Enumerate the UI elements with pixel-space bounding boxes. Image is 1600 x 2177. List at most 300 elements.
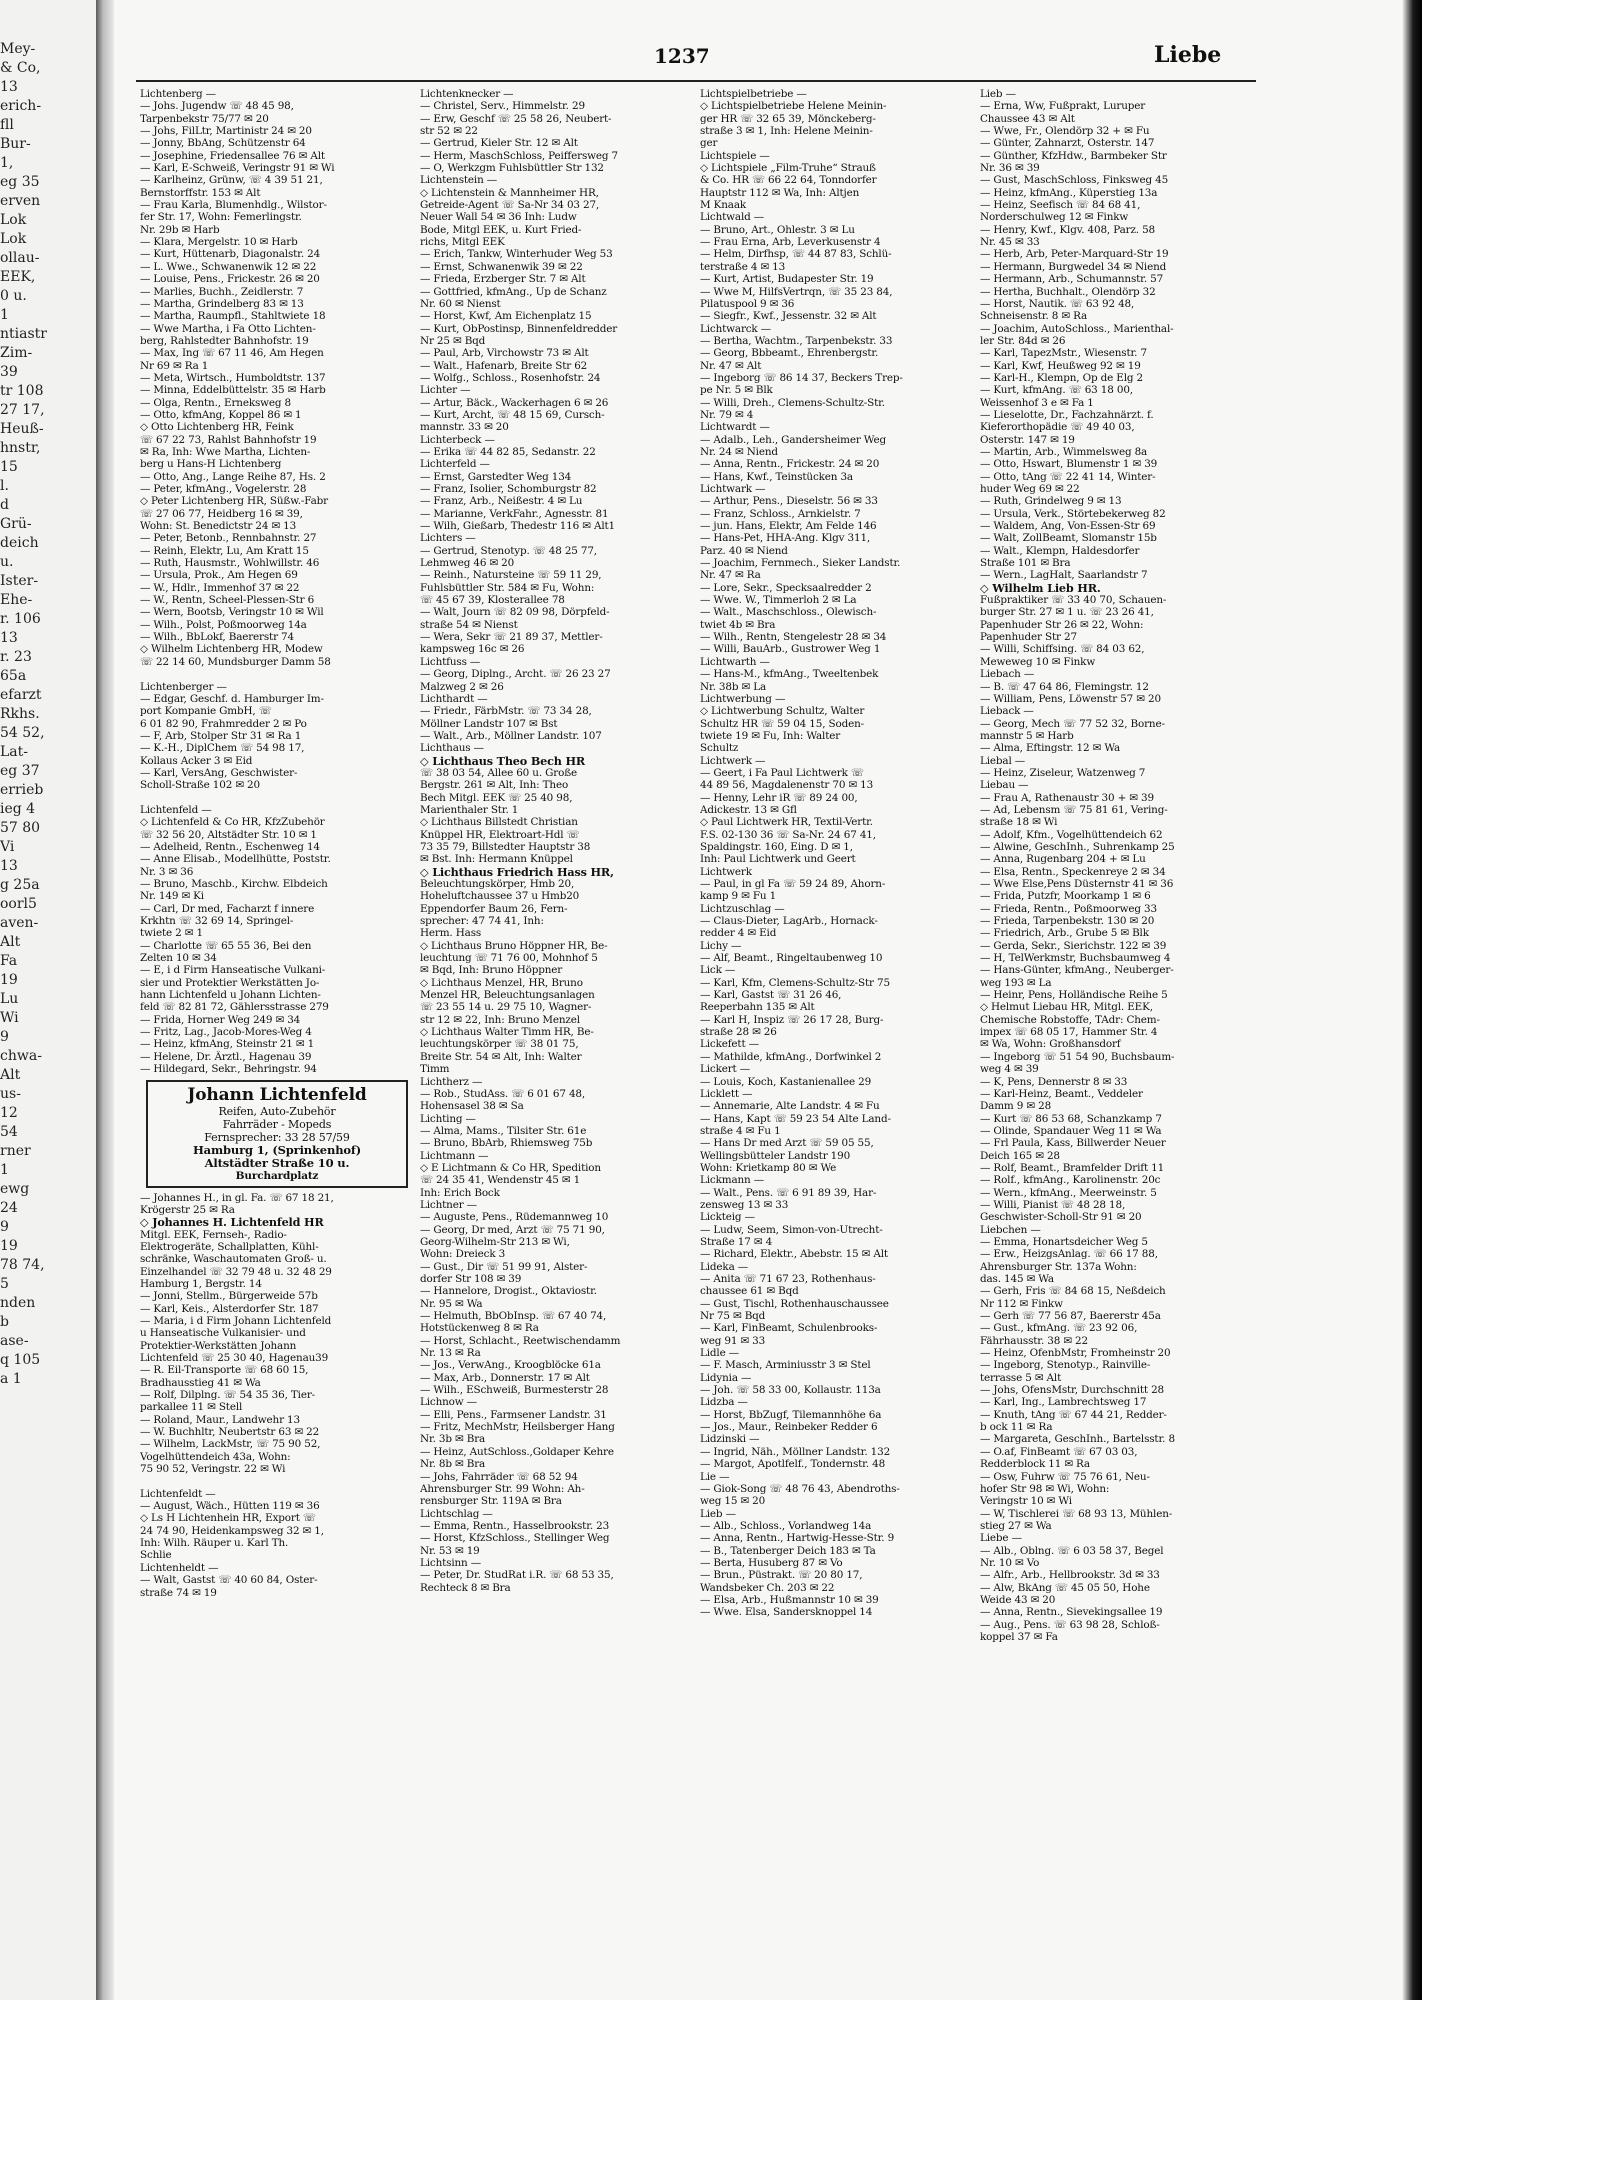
- directory-entry: — Johs, OfensMstr, Durchschnitt 28: [980, 1384, 1164, 1397]
- directory-entry: Möllner Landstr 107 ✉ Bst: [420, 717, 558, 730]
- surname-heading: Lichtherz —: [420, 1075, 483, 1088]
- directory-entry: Nr 112 ✉ Finkw: [980, 1297, 1063, 1310]
- directory-entry: Reeperbahn 135 ✉ Alt: [700, 1001, 815, 1014]
- surname-heading: Lichtzuschlag —: [700, 902, 785, 915]
- previous-page-fragment: [0, 40, 92, 1990]
- directory-entry: berg u Hans-H Lichtenberg: [140, 458, 282, 471]
- directory-entry: Nr. 24 ✉ Niend: [700, 445, 778, 458]
- directory-entry: — Martin, Arb., Wimmelsweg 8a: [980, 445, 1148, 458]
- directory-entry: — Walt., Hafenarb, Breite Str 62: [420, 359, 588, 372]
- directory-entry: — Kurt ☏ 86 53 68, Schanzkamp 7: [980, 1112, 1162, 1125]
- fragment-line: errieb: [0, 782, 44, 798]
- directory-entry: Fuhlsbüttler Str. 584 ✉ Fu, Wohn:: [420, 581, 595, 594]
- directory-entry: Geschwister-Scholl-Str 91 ✉ 20: [980, 1211, 1142, 1224]
- directory-entry: — Reinh, Elektr, Lu, Am Kratt 15: [140, 544, 309, 557]
- directory-entry: — Georg, Dr med, Arzt ☏ 75 71 90,: [420, 1223, 605, 1236]
- directory-entry: — Walt, Gastst ☏ 40 60 84, Oster-: [140, 1574, 318, 1587]
- directory-entry: ◇ Ls H Lichtenhein HR, Export ☏: [140, 1512, 316, 1525]
- directory-entry: fer Str. 17, Wohn: Femerlingstr.: [140, 211, 302, 224]
- directory-entry: ◇ Lichthaus Friedrich Hass HR,: [420, 865, 614, 878]
- fragment-line: 54 52,: [0, 725, 45, 741]
- directory-entry: — Helene, Dr. Ärztl., Hagenau 39: [140, 1050, 312, 1063]
- directory-entry: — Walt, ZollBeamt, Slomanstr 15b: [980, 532, 1157, 545]
- directory-entry: Damm 9 ✉ 28: [980, 1100, 1052, 1113]
- directory-entry: ger: [700, 137, 718, 150]
- directory-entry: — Auguste, Pens., Rüdemannweg 10: [420, 1211, 609, 1224]
- directory-entry: — Frl Paula, Kass, Billwerder Neuer: [980, 1137, 1166, 1150]
- surname-heading: Lichthaus —: [420, 742, 484, 755]
- fragment-line: 65a: [0, 668, 27, 684]
- fragment-line: erven: [0, 193, 41, 209]
- fragment-line: hnstr,: [0, 440, 41, 456]
- directory-entry: impex ☏ 68 05 17, Hammer Str. 4: [980, 1026, 1158, 1039]
- surname-heading: Lichtwark —: [700, 483, 766, 495]
- directory-entry: Nr. 3 ✉ 36: [140, 865, 194, 878]
- directory-entry: — Ingeborg ☏ 86 14 37, Beckers Trep-: [700, 371, 903, 384]
- surname-heading: Lickert —: [700, 1063, 750, 1076]
- directory-entry: Eppendorfer Baum 26, Fern-: [420, 902, 568, 915]
- directory-entry: M Knaak: [700, 199, 747, 212]
- directory-entry: Nr. 10 ✉ Vo: [980, 1556, 1040, 1569]
- directory-entry: b ock 11 ✉ Ra: [980, 1421, 1053, 1434]
- surname-heading: Lichnow —: [420, 1396, 477, 1409]
- directory-entry: ◇ Johannes H. Lichtenfeld HR: [140, 1216, 324, 1229]
- directory-entry: ler Str. 84d ✉ 26: [980, 334, 1066, 347]
- directory-entry: — Karl, VersAng, Geschwister-: [140, 766, 298, 779]
- directory-entry: — Hildegard, Sekr., Behringstr. 94: [140, 1063, 317, 1076]
- directory-entry: — Frau A, Rathenaustr 30 + ✉ 39: [980, 791, 1154, 804]
- directory-entry: stieg 27 ✉ Wa: [980, 1519, 1052, 1532]
- directory-entry: — Ad, Lebensm ☏ 75 81 61, Vering-: [980, 803, 1168, 816]
- directory-entry: — Heinr, Pens, Holländische Reihe 5: [980, 989, 1168, 1002]
- directory-entry: — Elli, Pens., Farmsener Landstr. 31: [420, 1408, 607, 1421]
- fragment-line: r. 106: [0, 611, 41, 627]
- directory-entry: ◇ Paul Lichtwerk HR, Textil-Vertr.: [700, 816, 873, 829]
- surname-heading: Lichtfuss —: [420, 655, 481, 668]
- directory-entry: — Frieda, Rentn., Poßmoorweg 33: [980, 902, 1157, 915]
- directory-entry: Nr. 60 ✉ Nienst: [420, 297, 501, 310]
- directory-entry: — Carl, Dr med, Facharzt f innere: [140, 902, 315, 915]
- directory-entry: — Rob., StudAss. ☏ 6 01 67 48,: [420, 1087, 586, 1100]
- fragment-line: erich-: [0, 98, 42, 114]
- fragment-line: ewg: [0, 1181, 30, 1197]
- directory-entry: richs, Mitgl EEK: [420, 236, 505, 249]
- directory-entry: 24 74 90, Heidenkampsweg 32 ✉ 1,: [140, 1524, 324, 1537]
- directory-entry: — Adolf, Kfm., Vogelhüttendeich 62: [980, 828, 1163, 841]
- fragment-line: ntiastr: [0, 326, 47, 342]
- fragment-line: 27 17,: [0, 402, 45, 418]
- fragment-line: tr 108: [0, 383, 44, 399]
- directory-entry: weg 193 ✉ La: [980, 976, 1052, 989]
- advertisement-line: Reifen, Auto-Zubehör: [218, 1104, 336, 1118]
- directory-entry: terstraße 4 ✉ 13: [700, 260, 786, 273]
- fragment-line: Wi: [0, 1010, 19, 1026]
- directory-entry: straße 28 ✉ 26: [700, 1026, 777, 1039]
- directory-entry: — Georg, Bbbeamt., Ehrenbergstr.: [700, 347, 879, 360]
- directory-entry: — Karl-H., Klempn, Op de Elg 2: [980, 371, 1144, 384]
- directory-entry: — W, Tischlerei ☏ 68 93 13, Mühlen-: [980, 1507, 1173, 1520]
- directory-entry: — Hans-Günter, kfmAng., Neuberger-: [980, 964, 1174, 977]
- directory-entry: — Paul, Arb, Virchowstr 73 ✉ Alt: [420, 347, 589, 360]
- fragment-line: Ehe-: [0, 592, 33, 608]
- directory-entry: — Aug., Pens. ☏ 63 98 28, Schloß-: [980, 1618, 1160, 1631]
- surname-heading: Lichtwardt —: [700, 421, 770, 434]
- directory-entry: ◇ Lichthaus Theo Bech HR: [420, 754, 586, 767]
- directory-entry: berg, Rahlstedter Bahnhofstr. 19: [140, 334, 309, 347]
- directory-entry: Scholl-Straße 102 ✉ 20: [140, 779, 260, 792]
- directory-entry: — Gust, MaschSchloss, Finksweg 45: [980, 174, 1169, 187]
- advertisement-line: Burchardplatz: [235, 1169, 319, 1182]
- directory-entry: — Alma, Eftingstr. 12 ✉ Wa: [980, 742, 1120, 755]
- surname-heading: Lichtenberg —: [140, 88, 216, 100]
- directory-entry: Nr. 149 ✉ Ki: [140, 890, 204, 903]
- directory-entry: Bernstorffstr. 153 ✉ Alt: [140, 186, 261, 199]
- directory-entry: — Anne Elisab., Modellhütte, Poststr.: [140, 853, 331, 866]
- directory-entry: Kollaus Acker 3 ✉ Eid: [140, 754, 253, 767]
- surname-heading: Lichtwarck —: [700, 322, 771, 335]
- directory-entry: — Joachim, Fernmech., Sieker Landstr.: [700, 557, 901, 570]
- directory-entry: leuchtung ☏ 71 76 00, Mohnhof 5: [420, 952, 598, 965]
- directory-entry: — Karl H, Inspiz ☏ 26 17 28, Burg-: [700, 1013, 884, 1026]
- fragment-line: Lok: [0, 231, 27, 247]
- directory-entry: koppel 37 ✉ Fa: [980, 1630, 1058, 1643]
- directory-entry: — Gerh ☏ 77 56 87, Baererstr 45a: [980, 1310, 1161, 1323]
- directory-entry: — Giok-Song ☏ 48 76 43, Abendroths-: [700, 1482, 900, 1495]
- directory-entry: — Erna, Ww, Fußprakt, Luruper: [980, 100, 1146, 113]
- directory-entry: ☏ 38 03 54, Allee 60 u. Große: [420, 766, 578, 779]
- directory-entry: ◇ E Lichtmann & Co HR, Spedition: [420, 1161, 601, 1174]
- surname-heading: Lichters —: [420, 532, 476, 545]
- directory-entry: ◇ Helmut Liebau HR, Mitgl. EEK,: [980, 1001, 1153, 1014]
- directory-entry: ☏ 22 14 60, Mundsburger Damm 58: [140, 655, 331, 668]
- directory-entry: — Wern, Bootsb, Veringstr 10 ✉ Wil: [140, 606, 324, 619]
- directory-entry: str 12 ✉ 22, Inh: Bruno Menzel: [420, 1013, 580, 1026]
- directory-entry: F.S. 02-130 36 ☏ Sa-Nr. 24 67 41,: [700, 828, 876, 841]
- directory-entry: Schultz: [700, 742, 739, 755]
- directory-entry: pe Nr. 5 ✉ Blk: [700, 384, 773, 397]
- directory-entry: — Ludw, Seem, Simon-von-Utrecht-: [700, 1223, 883, 1236]
- directory-entry: — Marlies, Buchh., Zeidlerstr. 7: [140, 285, 304, 298]
- directory-entry: — E, i d Firm Hanseatische Vulkani-: [140, 964, 326, 977]
- directory-entry: Menzel HR, Beleuchtungsanlagen: [420, 989, 595, 1002]
- directory-entry: — Hans, Kwf., Teinstücken 3a: [700, 470, 853, 483]
- directory-entry: — Erika ☏ 44 82 85, Sedanstr. 22: [420, 445, 596, 458]
- directory-entry: — Wwe Martha, i Fa Otto Lichten-: [140, 322, 316, 335]
- column-4: [980, 88, 1254, 1988]
- directory-entry: ☏ 67 22 73, Rahlst Bahnhofstr 19: [140, 433, 317, 446]
- directory-page: [114, 0, 1422, 2000]
- fragment-line: Lat-: [0, 744, 28, 760]
- directory-entry: — Roland, Maur., Landwehr 13: [140, 1413, 300, 1426]
- directory-entry: — Hermann, Arb., Schumannstr. 57: [980, 273, 1164, 286]
- directory-entry: — Peter, Betonb., Rennbahnstr. 27: [140, 532, 317, 545]
- directory-entry: straße 18 ✉ Wi: [980, 816, 1058, 829]
- directory-entry: u Hanseatische Vulkanisier- und: [140, 1327, 306, 1340]
- fragment-line: 0 u.: [0, 288, 27, 304]
- fragment-line: 5: [0, 1276, 9, 1292]
- directory-entry: Papenhuder Str 26 ✉ 22, Wohn:: [980, 618, 1144, 631]
- directory-entry: — Gerh, Fris ☏ 84 68 15, Neßdeich: [980, 1285, 1166, 1298]
- column-2: [420, 88, 694, 1988]
- surname-heading: Liebau —: [980, 779, 1029, 792]
- fragment-line: 1: [0, 307, 9, 323]
- directory-entry: Nr 75 ✉ Bqd: [700, 1310, 766, 1323]
- directory-entry: — Walt., Maschschloss., Olewisch-: [700, 606, 877, 619]
- directory-entry: Wohn: St. Benedictstr 24 ✉ 13: [140, 520, 297, 533]
- surname-heading: Lickteig —: [700, 1211, 755, 1224]
- directory-entry: — Anna, Rentn., Frickestr. 24 ✉ 20: [700, 458, 880, 471]
- directory-entry: — Wilh., BbLokf, Baererstr 74: [140, 631, 294, 644]
- directory-entry: — Walt., Klempn, Haldesdorfer: [980, 544, 1140, 557]
- directory-entry: straße 3 ✉ 1, Inh: Helene Meinin-: [700, 125, 873, 138]
- directory-entry: — Kurt, ObPostinsp, Binnenfeldredder: [420, 322, 618, 335]
- directory-entry: Straße 17 ✉ 4: [700, 1235, 773, 1248]
- directory-entry: — Emma, Rentn., Hasselbrookstr. 23: [420, 1519, 610, 1532]
- directory-entry: Chemische Robstoffe, TAdr: Chem-: [980, 1013, 1160, 1026]
- surname-heading: Liebchen —: [980, 1223, 1041, 1236]
- directory-entry: Bode, Mitgl EEK, u. Kurt Fried-: [420, 223, 582, 236]
- advertisement-line: Fahrräder - Mopeds: [222, 1117, 332, 1131]
- advertisement-line: Johann Lichtenfeld: [187, 1084, 367, 1105]
- directory-entry: — Alma, Mams., Tilsiter Str. 61e: [420, 1124, 587, 1137]
- directory-entry: — Heinz, kfmAng., Küperstieg 13a: [980, 186, 1158, 199]
- directory-entry: — Erw, Geschf ☏ 25 58 26, Neubert-: [420, 112, 612, 125]
- directory-entry: — Frau Karla, Blumenhdlg., Wilstor-: [140, 199, 327, 212]
- directory-entry: — Gerda, Sekr., Sierichstr. 122 ✉ 39: [980, 939, 1167, 952]
- directory-entry: Weissenhof 3 e ✉ Fa 1: [980, 396, 1094, 409]
- directory-entry: — Hannelore, Drogist., Oktaviostr.: [420, 1285, 597, 1298]
- directory-entry: — Anna, Rugenbarg 204 + ✉ Lu: [980, 853, 1146, 866]
- fragment-line: 12: [0, 1105, 18, 1121]
- directory-entry: — Hans-M., kfmAng., Tweeltenbek: [700, 668, 879, 681]
- directory-entry: — Walt., Pens. ☏ 6 91 89 39, Har-: [700, 1186, 877, 1199]
- directory-entry: — Horst, Kwf, Am Eichenplatz 15: [420, 310, 592, 323]
- directory-entry: — Willi, Pianist ☏ 48 28 18,: [980, 1198, 1126, 1211]
- directory-entry: — Anna, Rentn., Sievekingsallee 19: [980, 1606, 1163, 1619]
- directory-entry: — Heinz, Seefisch ☏ 84 68 41,: [980, 199, 1141, 212]
- directory-entry: — Georg, Diplng., Archt. ☏ 26 23 27: [420, 668, 611, 681]
- directory-entry: ☏ 23 55 14 u. 29 75 10, Wagner-: [420, 1001, 592, 1014]
- directory-entry: Schlie: [140, 1549, 172, 1562]
- directory-entry: — Helmuth, BbObInsp. ☏ 67 40 74,: [420, 1310, 607, 1323]
- directory-entry: ◇ Lichtenfeld & Co HR, KfzZubehör: [140, 816, 325, 829]
- directory-entry: Veringstr 10 ✉ Wi: [980, 1495, 1072, 1508]
- fragment-line: eg 37: [0, 763, 40, 779]
- directory-entry: — Karl, Keis., Alsterdorfer Str. 187: [140, 1302, 319, 1315]
- fragment-line: a 1: [0, 1371, 22, 1387]
- directory-entry: — Johs, FilLtr, Martinistr 24 ✉ 20: [140, 125, 312, 138]
- directory-entry: Fährhausstr. 38 ✉ 22: [980, 1334, 1088, 1347]
- directory-entry: — Walt, Journ ☏ 82 09 98, Dörpfeld-: [420, 606, 610, 619]
- directory-entry: twiete 19 ✉ Fu, Inh: Walter: [700, 729, 841, 742]
- fragment-line: 13: [0, 79, 18, 95]
- directory-entry: — Gertrud, Stenotyp. ☏ 48 25 77,: [420, 544, 597, 557]
- directory-entry: — Frida, Horner Weg 249 ✉ 34: [140, 1013, 301, 1026]
- directory-entry: Nr. 38b ✉ La: [700, 680, 767, 693]
- fragment-line: 15: [0, 459, 18, 475]
- directory-entry: — Jonny, BbAng, Schützenstr 64: [140, 137, 306, 150]
- directory-entry: — Heinz, kfmAng, Steinstr 21 ✉ 1: [140, 1038, 315, 1051]
- surname-heading: Lidynia —: [700, 1371, 752, 1384]
- surname-heading: Licklett —: [700, 1087, 753, 1100]
- directory-entry: Breite Str. 54 ✉ Alt, Inh: Walter: [420, 1050, 582, 1063]
- directory-entry: — Wilh., Rentn, Stengelestr 28 ✉ 34: [700, 631, 887, 644]
- directory-entry: — Henny, Lehr iR ☏ 89 24 00,: [700, 791, 858, 804]
- directory-entry: — Wwe. Elsa, Sandersknoppel 14: [700, 1606, 873, 1619]
- fragment-line: r. 23: [0, 649, 32, 665]
- directory-entry: — Elsa, Arb., Hußmannstr 10 ✉ 39: [700, 1593, 879, 1606]
- directory-entry: — Günther, KfzHdw., Barmbeker Str: [980, 149, 1167, 162]
- directory-entry: — Frau Erna, Arb, Leverkusenstr 4: [700, 236, 881, 249]
- directory-entry: Chaussee 43 ✉ Alt: [980, 112, 1075, 125]
- fragment-line: u.: [0, 554, 14, 570]
- directory-entry: — Ursula, Verk., Störtebekerweg 82: [980, 507, 1166, 520]
- fragment-line: Zim-: [0, 345, 33, 361]
- directory-entry: — Karl, Kfm, Clemens-Schultz-Str 75: [700, 976, 890, 989]
- directory-entry: weg 91 ✉ 33: [700, 1334, 766, 1347]
- directory-entry: Wohn: Krietkamp 80 ✉ We: [700, 1161, 837, 1174]
- directory-entry: Nr. 53 ✉ 19: [420, 1544, 480, 1557]
- directory-entry: mannstr. 33 ✉ 20: [420, 421, 509, 434]
- directory-entry: Nr 25 ✉ Bqd: [420, 334, 486, 347]
- directory-entry: — Walt., Arb., Möllner Landstr. 107: [420, 729, 602, 742]
- advertisement-line: Fernsprecher: 33 28 57/59: [204, 1130, 350, 1144]
- surname-heading: Lickmann —: [700, 1174, 764, 1187]
- directory-entry: — Frida, Putzfr, Moorkamp 1 ✉ 6: [980, 890, 1151, 903]
- directory-entry: — Gust., Dir ☏ 51 99 91, Alster-: [420, 1260, 588, 1273]
- directory-entry: rensburger Str. 119A ✉ Bra: [420, 1495, 562, 1508]
- directory-entry: — Josephine, Friedensallee 76 ✉ Alt: [140, 149, 325, 162]
- directory-entry: Krögerstr 25 ✉ Ra: [140, 1203, 235, 1216]
- fragment-line: ieg 4: [0, 801, 36, 817]
- directory-entry: — Wwe M, HilfsVertrqn, ☏ 35 23 84,: [700, 285, 893, 298]
- directory-entry: — Hertha, Buchhalt., Olendörp 32: [980, 285, 1156, 298]
- directory-entry: — Claus-Dieter, LagArb., Hornack-: [700, 915, 878, 928]
- directory-entry: Norderschulweg 12 ✉ Finkw: [980, 211, 1129, 224]
- directory-entry: — Erw., HeizgsAnlag. ☏ 66 17 88,: [980, 1248, 1158, 1261]
- directory-entry: Papenhuder Str 27: [980, 631, 1077, 644]
- directory-entry: Nr. 79 ✉ 4: [700, 408, 754, 421]
- surname-heading: Lieback —: [980, 705, 1034, 718]
- directory-entry: kampsweg 16c ✉ 26: [420, 643, 525, 656]
- directory-entry: — Jos., VerwAng., Kroogblöcke 61a: [420, 1359, 601, 1372]
- directory-entry: — Otto, tAng ☏ 22 41 14, Winter-: [980, 470, 1156, 483]
- directory-entry: ◇ Lichthaus Billstedt Christian: [420, 816, 578, 829]
- fragment-line: 9: [0, 1029, 9, 1045]
- fragment-line: Alt: [0, 1067, 21, 1083]
- directory-entry: — William, Pens, Löwenstr 57 ✉ 20: [980, 692, 1161, 705]
- directory-entry: — Paul, in gl Fa ☏ 59 24 89, Ahorn-: [700, 878, 886, 890]
- directory-entry: ◇ Lichtenstein & Mannheimer HR,: [420, 186, 599, 199]
- directory-entry: Malzweg 2 ✉ 26: [420, 680, 504, 693]
- directory-entry: Parz. 40 ✉ Niend: [700, 544, 788, 557]
- fragment-line: Vi: [0, 839, 15, 855]
- fragment-line: EEK,: [0, 269, 36, 285]
- directory-entry: Schneisenstr. 8 ✉ Ra: [980, 310, 1088, 323]
- column-3: [700, 88, 974, 1988]
- directory-entry: — B. ☏ 47 64 86, Flemingstr. 12: [980, 680, 1149, 693]
- directory-entry: — Joh. ☏ 58 33 00, Kollaustr. 113a: [700, 1384, 881, 1397]
- directory-entry: — Siegfr., Kwf., Jessenstr. 32 ✉ Alt: [700, 310, 877, 323]
- surname-heading: Lichtspielbetriebe —: [700, 88, 807, 100]
- directory-entry: Wellingsbütteler Landstr 190: [700, 1149, 851, 1162]
- directory-entry: — Ingrid, Näh., Möllner Landstr. 132: [700, 1445, 891, 1458]
- directory-entry: hann Lichtenfeld u Johann Lichten-: [140, 989, 321, 1002]
- directory-entry: Georg-Wilhelm-Str 213 ✉ Wi,: [420, 1235, 570, 1248]
- directory-entry: Zelten 10 ✉ 34: [140, 952, 217, 965]
- directory-entry: Kieferorthopädie ☏ 49 40 03,: [980, 421, 1135, 434]
- book-gutter: [96, 0, 114, 2000]
- surname-heading: Liebe —: [980, 1532, 1022, 1545]
- directory-entry: — Alw, BkAng ☏ 45 05 50, Hohe: [980, 1581, 1150, 1594]
- directory-entry: Elektrogeräte, Schallplatten, Kühl-: [140, 1240, 319, 1253]
- directory-entry: Pilatuspool 9 ✉ 36: [700, 297, 795, 310]
- directory-entry: — Rolf., kfmAng., Karolinenstr. 20c: [980, 1174, 1161, 1187]
- directory-entry: Nr. 95 ✉ Wa: [420, 1297, 483, 1310]
- surname-heading: Lichtschlag —: [420, 1507, 493, 1520]
- directory-entry: ✉ Ra, Inh: Wwe Martha, Lichten-: [140, 445, 311, 458]
- directory-entry: — Gertrud, Kieler Str. 12 ✉ Alt: [420, 137, 578, 150]
- surname-heading: Lidzinski —: [700, 1433, 760, 1446]
- directory-entry: Fußpraktiker ☏ 33 40 70, Schauen-: [980, 594, 1167, 607]
- directory-entry: — Wern., LagHalt, Saarlandstr 7: [980, 569, 1148, 582]
- fragment-line: rner: [0, 1143, 31, 1159]
- fragment-line: b: [0, 1314, 9, 1330]
- directory-entry: ◇ Lichthaus Walter Timm HR, Be-: [420, 1026, 594, 1039]
- directory-entry: — K, Pens, Dennerstr 8 ✉ 33: [980, 1075, 1128, 1088]
- directory-entry: ✉ Bqd, Inh: Bruno Höppner: [420, 964, 563, 977]
- fragment-line: d: [0, 497, 9, 513]
- advertisement-box: [146, 1080, 408, 1188]
- directory-entry: — Frieda, Tarpenbekstr. 130 ✉ 20: [980, 915, 1155, 928]
- directory-entry: — Horst, Nautik. ☏ 63 92 48,: [980, 297, 1135, 310]
- directory-entry: Hotstückenweg 8 ✉ Ra: [420, 1322, 539, 1335]
- directory-entry: — Karl, Kwf, Heußweg 92 ✉ 19: [980, 359, 1141, 372]
- directory-entry: Nr. 8b ✉ Bra: [420, 1458, 486, 1471]
- directory-entry: straße 54 ✉ Nienst: [420, 618, 518, 631]
- directory-entry: weg 15 ✉ 20: [700, 1495, 766, 1508]
- surname-heading: Lichtenstein —: [420, 174, 498, 187]
- directory-entry: — Artur, Bäck., Wackerhagen 6 ✉ 26: [420, 396, 609, 409]
- fragment-line: 39: [0, 364, 18, 380]
- directory-entry: ◇ Wilhelm Lieb HR.: [980, 581, 1101, 595]
- directory-entry: — Max, Ing ☏ 67 11 46, Am Hegen: [140, 347, 324, 360]
- directory-entry: — Peter, Dr. StudRat i.R. ☏ 68 53 35,: [420, 1569, 614, 1582]
- directory-entry: Mitgl. EEK, Fernseh-, Radio-: [140, 1228, 287, 1241]
- directory-entry: — Karl-Heinz, Beamt., Veddeler: [980, 1087, 1143, 1100]
- directory-entry: Nr. 29b ✉ Harb: [140, 223, 220, 236]
- surname-heading: Lichtsinn —: [420, 1556, 481, 1569]
- advertisement-line: Hamburg 1, (Sprinkenhof): [192, 1142, 362, 1157]
- directory-entry: & Co. HR ☏ 66 22 64, Tonndorfer: [700, 174, 877, 187]
- scan-edge-shadow: [1402, 0, 1422, 2000]
- directory-entry: — Christel, Serv., Himmelstr. 29: [420, 100, 585, 113]
- directory-entry: — Klara, Mergelstr. 10 ✉ Harb: [140, 236, 298, 249]
- directory-entry: — W. Buchhltr, Neubertstr 63 ✉ 22: [140, 1426, 320, 1439]
- directory-entry: — Willi, BauArb., Gustrower Weg 1: [700, 643, 881, 656]
- directory-entry: — Edgar, Geschf. d. Hamburger Im-: [140, 692, 324, 705]
- directory-entry: — Friedrich, Arb., Grube 5 ✉ Blk: [980, 927, 1149, 940]
- directory-entry: — Otto, Hswart, Blumenstr 1 ✉ 39: [980, 458, 1158, 471]
- fragment-line: 19: [0, 1238, 18, 1254]
- fragment-line: ase-: [0, 1333, 29, 1349]
- directory-entry: — B., Tatenberger Deich 183 ✉ Ta: [700, 1544, 876, 1557]
- directory-entry: — Hermann, Burgwedel 34 ✉ Niend: [980, 260, 1167, 273]
- surname-heading: Lichterfeld —: [420, 458, 490, 471]
- directory-entry: — Adalb., Leh., Gandersheimer Weg: [700, 433, 886, 446]
- directory-entry: — Alwine, GeschInh., Suhrenkamp 25: [980, 840, 1175, 853]
- fragment-line: eg 35: [0, 174, 40, 190]
